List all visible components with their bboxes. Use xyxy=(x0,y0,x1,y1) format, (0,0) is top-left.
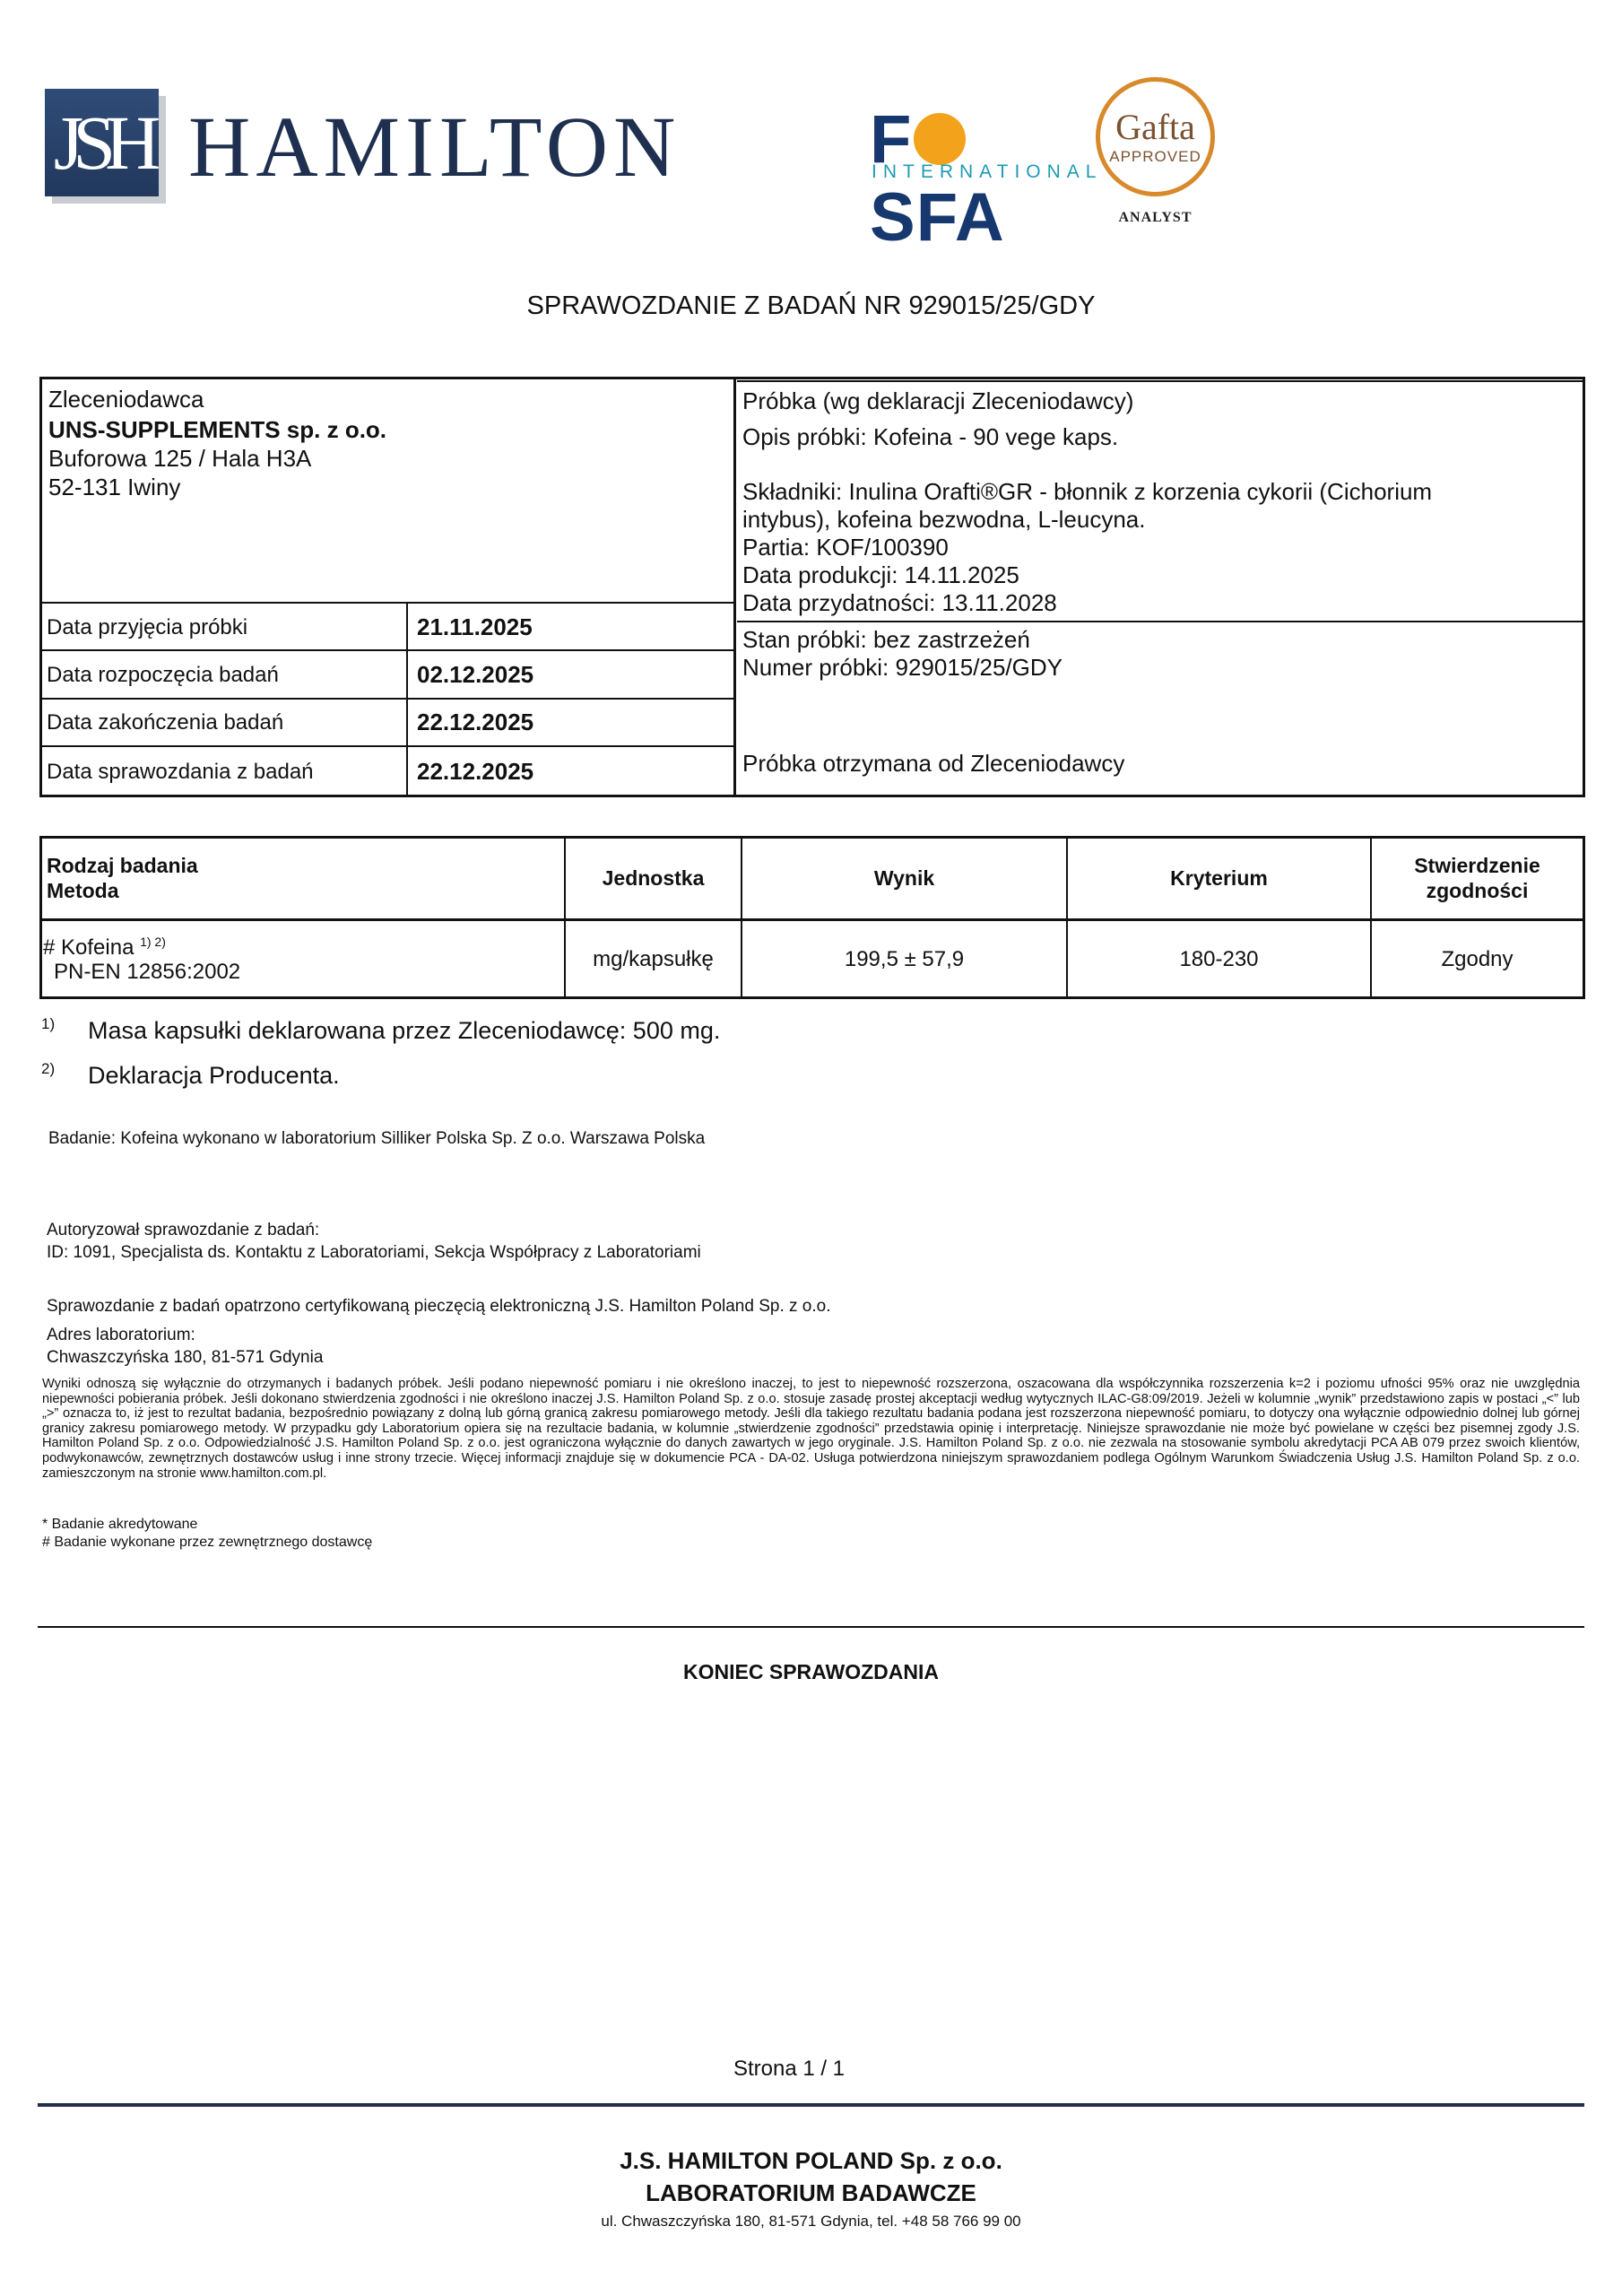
row-criterion: 180-230 xyxy=(1179,947,1259,971)
footnote-mark-1: 1) xyxy=(41,1015,56,1032)
fosfa-wordmark: FSFA xyxy=(870,101,1005,256)
footer-lab: LABORATORIUM BADAWCZE xyxy=(646,2179,976,2206)
disclaimer: Wyniki odnoszą się wyłącznie do otrzymanych i badanych próbek. Jeśli podano niepewność pomiaru i nie określono inaczej, to jest to niepewność rozszerzona, oszacowana dla współczynnika rozszerzenia k=2 i poziomu ufności 95% oraz nie uwzględnia niepewności pobierania próbek. Jeśli dokonano stwierdzenia zgodności i nie określono inaczej J.S. Hamilton Poland Sp. z o.o. stosuje zasadę prostej akceptacji według wytycznych ILAC-G8:09/2019. Jeżeli w kolumnie „wynik” przedstawiono zapis w postaci „<” lub „>” oznacza to, iż jest to rezultat badania, bezpośrednio powiązany z dolną lub górną granicą zakresu pomiarowego metody. Jeśli dla takiego rezultatu badania podana jest rozszerzona niepewność pomiaru, to dotyczy ona wyłącznie odpowiednio dolnej lub górnej granicy zakresu pomiarowego metody. W przypadku gdy Laboratorium opiera się na rezultacie badania, w kolumnie „stwierdzenie zgodności” przedstawia opinię i interpretację. Niniejsze sprawozdanie nie może być powielane w części bez pisemnej zgody J.S. Hamilton Poland Sp. z o.o. Odpowiedzialność J.S. Hamilton Poland Sp. z o.o. jest ograniczona wyłącznie do danych zawartych w jego oryginale. J.S. Hamilton Poland Sp. z o.o. nie zezwala na stosowanie symbolu akredytacji PCA AB 079 przez swoich klientów, podwykonawców, zewnętrznych dostawców usług i inne strony trzecie. Więcej informacji znajduje się w dokumencie PCA - DA-02. Usługa potwierdzona niniejszym sprawozdaniem podlega Ogólnym Warunkom Świadczenia Usług J.S. Hamilton Poland Sp. z o.o. zamieszczonym na stronie www.hamilton.com.pl. xyxy=(42,1377,1580,1481)
sample-received: Próbka otrzymana od Zleceniodawcy xyxy=(742,750,1125,777)
gafta-wordmark: Gafta xyxy=(1115,107,1195,147)
report-title: SPRAWOZDANIE Z BADAŃ NR 929015/25/GDY xyxy=(526,291,1096,320)
page-number: Strona 1 / 1 xyxy=(733,2057,846,2081)
date-start-value: 02.12.2025 xyxy=(417,661,534,688)
client-address-line1: Buforowa 125 / Hala H3A xyxy=(48,445,312,472)
sample-description: Opis próbki: Kofeina - 90 vege kaps. xyxy=(742,423,1119,450)
header-conformity-line1: Stwierdzenie xyxy=(1414,854,1540,877)
row-conformity: Zgodny xyxy=(1441,947,1514,971)
date-start-label: Data rozpoczęcia badań xyxy=(47,663,279,687)
lab-address-value: Chwaszczyńska 180, 81-571 Gdynia xyxy=(47,1348,324,1367)
sample-heading: Próbka (wg deklaracji Zleceniodawcy) xyxy=(742,387,1134,414)
fosfa-subtitle: INTERNATIONAL xyxy=(872,161,1103,182)
sample-expiry-date: Data przydatności: 13.11.2028 xyxy=(742,589,1057,616)
footer-divider xyxy=(38,2103,1584,2107)
date-end-label: Data zakończenia badań xyxy=(47,710,284,735)
jsh-logo-mark: JSH xyxy=(45,89,159,196)
row-method: PN-EN 12856:2002 xyxy=(54,960,241,984)
footer-contact: ul. Chwaszczyńska 180, 81-571 Gdynia, tel. +48 58 766 99 00 xyxy=(601,2213,1021,2230)
lab-note: Badanie: Kofeina wykonano w laboratorium Silliker Polska Sp. Z o.o. Warszawa Polska xyxy=(48,1129,706,1148)
end-divider xyxy=(38,1626,1584,1628)
client-heading: Zleceniodawca xyxy=(48,386,204,413)
sample-batch: Partia: KOF/100390 xyxy=(742,534,949,561)
row-unit: mg/kapsułkę xyxy=(593,947,714,971)
legend-external: # Badanie wykonane przez zewnętrznego dostawcę xyxy=(42,1535,373,1550)
date-end-value: 22.12.2025 xyxy=(417,709,534,735)
footnote-text-2: Deklaracja Producenta. xyxy=(88,1062,340,1089)
authorization-id: ID: 1091, Specjalista ds. Kontaktu z Laboratoriami, Sekcja Współpracy z Laboratoriami xyxy=(47,1243,701,1262)
row-test-name xyxy=(43,935,166,961)
row-result: 199,5 ± 57,9 xyxy=(844,947,965,971)
date-received-label: Data przyjęcia próbki xyxy=(47,615,248,639)
globe-icon xyxy=(914,113,966,165)
date-report-label: Data sprawozdania z badań xyxy=(47,760,314,784)
header-result: Wynik xyxy=(873,866,935,890)
sample-number: Numer próbki: 929015/25/GDY xyxy=(742,654,1063,681)
header-conformity-line2: zgodności xyxy=(1426,879,1529,902)
lab-address-label: Adres laboratorium: xyxy=(47,1326,195,1344)
date-received-value: 21.11.2025 xyxy=(417,613,533,640)
gafta-approved-label: APPROVED xyxy=(1109,148,1201,165)
seal-note: Sprawozdanie z badań opatrzono certyfikowaną pieczęcią elektroniczną J.S. Hamilton Poland Sp. z o.o. xyxy=(47,1297,831,1316)
sample-ingredients-line1: Składniki: Inulina Orafti®GR - błonnik z korzenia cykorii (Cichorium xyxy=(742,478,1433,505)
footer-company: J.S. HAMILTON POLAND Sp. z o.o. xyxy=(620,2147,1002,2174)
header-method: Metoda xyxy=(47,879,119,902)
client-address-line2: 52-131 Iwiny xyxy=(48,474,181,500)
sample-ingredients-line2: intybus), kofeina bezwodna, L-leucyna. xyxy=(742,506,1146,533)
footnote-text-1: Masa kapsułki deklarowana przez Zleceniodawcę: 500 mg. xyxy=(88,1017,721,1044)
sample-state: Stan próbki: bez zastrzeżeń xyxy=(742,626,1030,653)
test-name-text: # Kofeina xyxy=(43,935,134,960)
footnote-mark-2: 2) xyxy=(41,1060,56,1077)
date-report-value: 22.12.2025 xyxy=(417,758,534,785)
legend-accredited: * Badanie akredytowane xyxy=(42,1517,198,1532)
hamilton-wordmark: HAMILTON xyxy=(188,99,681,195)
header-criterion: Kryterium xyxy=(1170,866,1268,890)
client-name: UNS-SUPPLEMENTS sp. z o.o. xyxy=(48,416,387,443)
authorization-label: Autoryzował sprawozdanie z badań: xyxy=(47,1221,320,1239)
header-unit: Jednostka xyxy=(602,866,705,890)
sample-production-date: Data produkcji: 14.11.2025 xyxy=(742,561,1019,588)
header-test-type: Rodzaj badania xyxy=(47,854,198,877)
gafta-analyst-label: ANALYST xyxy=(1118,210,1193,225)
end-label: KONIEC SPRAWOZDANIA xyxy=(683,1660,939,1683)
test-footnote-refs: 1) 2) xyxy=(140,935,166,949)
